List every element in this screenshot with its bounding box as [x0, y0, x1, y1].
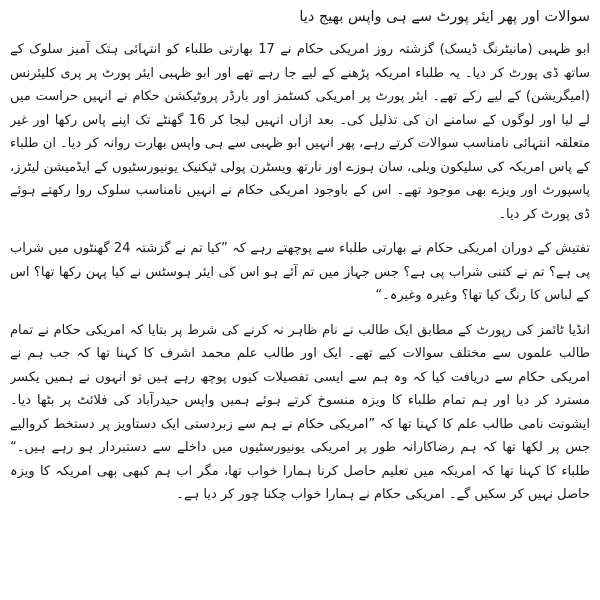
article-paragraph-1: ابو ظہبی (مانیٹرنگ ڈیسک) گزشتہ روز امریکی حکام نے 17 بھارتی طلباء کو انتہائی ہتک آمیز سلوک کے ساتھ ڈی پورٹ کر دیا۔ یہ طلباء امریکہ پڑھنے کے لیے جا رہے تھے اور ابو ظہبی ایئر پورٹ پر پری کلیئرنس (امیگریشن) کے لیے رکے تھے۔ ایئر پورٹ پر امریکی کسٹمز اور بارڈر پروٹیکشن حکام نے انہیں حراست میں لے لیا اور لوگوں کے سامنے ان کی تذلیل کی۔ بعد ازاں انہیں لیجا کر 16 گھنٹے تک اپنے پاس رکھا اور غیر متعلقہ انتہائی نامناسب سوالات کرتے رہے، پھر انہیں ابو ظہبی سے ہی واپس بھارت روانہ کر دیا۔ ان طلباء کے پاس امریکہ کی سلیکون ویلی، سان ہوزے اور نارتھ ویسٹرن پولی ٹیکنیک یونیورسٹیوں کے ایڈمیشن لیٹرز، پاسپورٹ اور ویزے بھی موجود تھے۔ اس کے باوجود امریکی حکام نے انہیں نامناسب سلوک روا رکھتے ہوئے ڈی پورٹ کر دیا۔ — [10, 42, 590, 222]
article-headline: سوالات اور پھر ایئر پورٹ سے ہی واپس بھیج دیا — [299, 9, 590, 25]
article-paragraph-2: تفتیش کے دوران امریکی حکام نے بھارتی طلباء سے پوچھتے رہے کہ ”کیا تم نے گزشتہ 24 گھنٹوں میں شراب پی ہے؟ تم نے کتنی شراب پی ہے؟ جس جہاز میں تم آئے ہو اس کی ایئر ہوسٹس نے کیا پہن رکھا تھا؟ اس کے لباس کا رنگ کیا تھا؟ وغیرہ وغیرہ۔“ — [10, 241, 590, 303]
article-paragraph-3: انڈیا ٹائمز کی رپورٹ کے مطابق ایک طالب نے نام ظاہر نہ کرنے کی شرط پر بتایا کہ امریکی حکام نے تمام طالب علموں سے مختلف سوالات کیے تھے۔ ایک اور طالب علم محمد اشرف کا کہنا تھا کہ جب ہم نے امریکی حکام سے دریافت کیا کہ وہ ہم سے ایسی تفصیلات کیوں پوچھ رہے ہیں تو انہوں نے ہمیں یکسر مسترد کر دیا اور ہم تمام طلباء کا ویزہ منسوخ کرتے ہوئے ہمیں واپس حیدرآباد کی فلائٹ پر بٹھا دیا۔ ایشونت نامی طالب علم کا کہنا تھا کہ ”امریکی حکام نے ہم سے زبردستی ایک دستاویز پر دستخط کروالیے جس پر لکھا تھا کہ ہم رضاکارانہ طور پر امریکی یونیورسٹیوں میں داخلے سے دستبردار ہو رہے ہیں۔“ طلباء کا کہنا تھا کہ امریکہ میں تعلیم حاصل کرنا ہمارا خواب تھا، مگر اب ہم کبھی بھی امریکہ کا ویزہ حاصل نہیں کر سکیں گے۔ امریکی حکام نے ہمارا خواب چکنا چور کر دیا ہے۔ — [10, 322, 590, 502]
news-article — [10, 6, 590, 596]
